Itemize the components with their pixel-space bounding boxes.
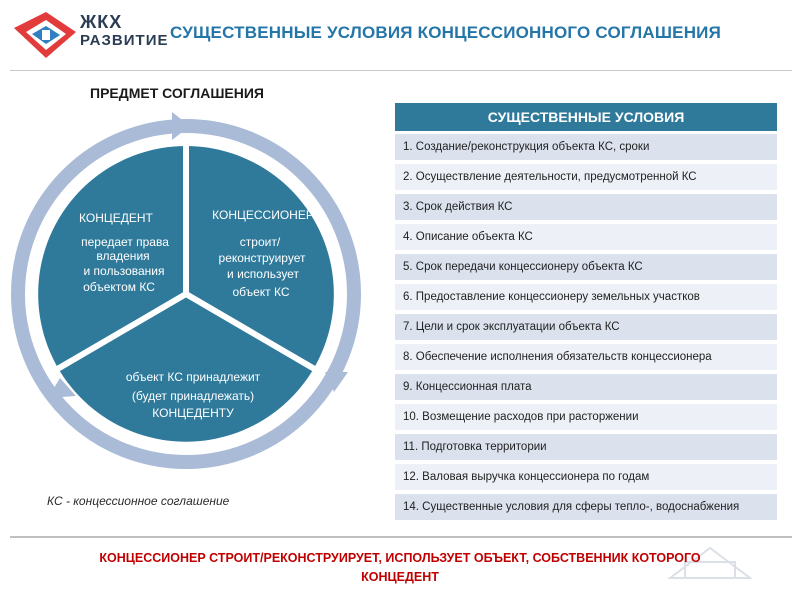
logo-text-top: ЖКХ bbox=[80, 12, 123, 32]
condition-row: 5. Срок передачи концессионеру объекта КС bbox=[395, 254, 777, 280]
footer-line-1: КОНЦЕССИОНЕР СТРОИТ/РЕКОНСТРУИРУЕТ, ИСПОЛЬЗУЕТ ОБЪЕКТ, СОБСТВЕННИК КОТОРОГО bbox=[99, 551, 701, 565]
footer-statement bbox=[20, 549, 780, 587]
condition-row: 10. Возмещение расходов при расторжении bbox=[395, 404, 777, 430]
condition-row: 8. Обеспечение исполнения обязательств концессионера bbox=[395, 344, 777, 370]
segment-kontsessioner-heading: КОНЦЕССИОНЕР bbox=[212, 208, 314, 222]
conditions-header: СУЩЕСТВЕННЫЕ УСЛОВИЯ bbox=[395, 103, 777, 131]
segment-kontsessioner-line: строит/ bbox=[239, 235, 281, 249]
segment-ownership-line: объект КС принадлежит bbox=[125, 370, 261, 384]
abbreviation-note: КС - концессионное соглашение bbox=[47, 494, 230, 508]
ring-arrow-top bbox=[172, 112, 190, 140]
header-divider bbox=[10, 70, 792, 71]
segment-kontsessioner-line: реконструирует bbox=[218, 251, 306, 265]
subject-title: ПРЕДМЕТ СОГЛАШЕНИЯ bbox=[90, 85, 264, 101]
condition-row: 12. Валовая выручка концессионера по годам bbox=[395, 464, 777, 490]
segment-kontsedent-line: объектом КС bbox=[83, 280, 155, 294]
condition-row: 14. Существенные условия для сферы тепло-, водоснабжения bbox=[395, 494, 777, 520]
condition-row: 3. Срок действия КС bbox=[395, 194, 777, 220]
segment-ownership-line: (будет принадлежать) bbox=[131, 389, 255, 403]
footer-divider bbox=[10, 536, 792, 538]
condition-row: 1. Создание/реконструкция объекта КС, сроки bbox=[395, 134, 777, 160]
condition-row: 2. Осуществление деятельности, предусмотренной КС bbox=[395, 164, 777, 190]
segment-kontsedent-heading: КОНЦЕДЕНТ bbox=[79, 211, 153, 225]
condition-row: 11. Подготовка территории bbox=[395, 434, 777, 460]
condition-row: 4. Описание объекта КС bbox=[395, 224, 777, 250]
segment-kontsessioner-line: и использует bbox=[227, 267, 299, 281]
segment-kontsessioner-line: объект КС bbox=[232, 285, 290, 299]
segment-kontsedent-line: владения bbox=[96, 249, 150, 263]
conditions-table bbox=[395, 103, 777, 524]
segment-kontsedent-line: передает права bbox=[81, 235, 169, 249]
condition-row: 9. Концессионная плата bbox=[395, 374, 777, 400]
page-title: СУЩЕСТВЕННЫЕ УСЛОВИЯ КОНЦЕССИОННОГО СОГЛАШЕНИЯ bbox=[170, 23, 722, 42]
segment-kontsedent-line: и пользования bbox=[83, 264, 165, 278]
condition-row: 6. Предоставление концессионеру земельных участков bbox=[395, 284, 777, 310]
condition-row: 7. Цели и срок эксплуатации объекта КС bbox=[395, 314, 777, 340]
logo-text-bottom: РАЗВИТИЕ bbox=[80, 32, 169, 49]
segment-ownership-line: КОНЦЕДЕНТУ bbox=[152, 406, 234, 420]
cycle-diagram bbox=[0, 100, 400, 490]
house-logo-icon bbox=[14, 12, 76, 58]
footer-line-2: КОНЦЕДЕНТ bbox=[361, 570, 439, 584]
